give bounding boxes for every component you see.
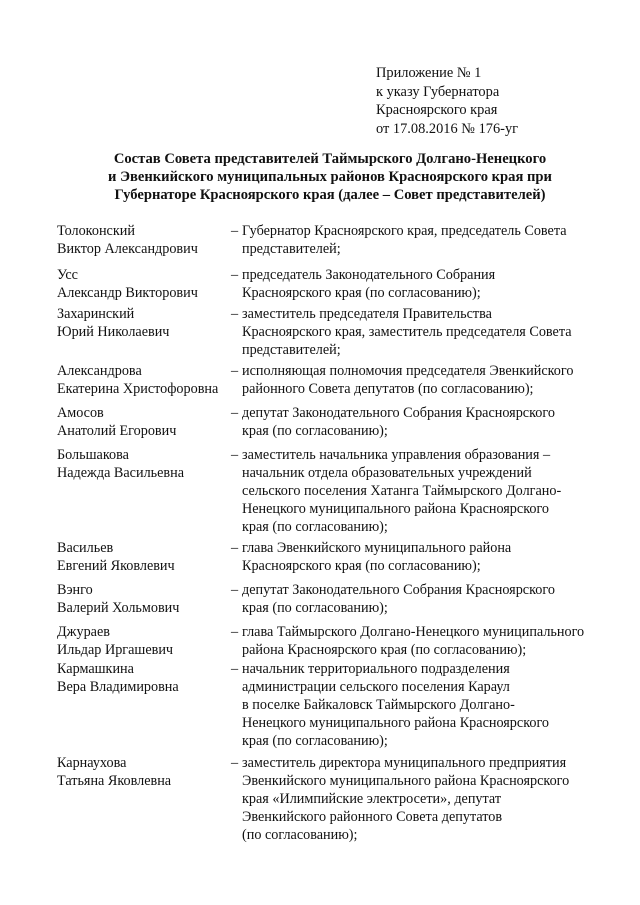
member-name (57, 362, 218, 398)
member-dash: – (231, 447, 239, 463)
member-role (242, 623, 612, 659)
member-role-line: председатель Законодательного Собрания (242, 267, 496, 283)
member-name (57, 404, 176, 440)
member-role-line: края (по согласованию); (242, 600, 388, 616)
member-role-line: представителей; (242, 342, 341, 358)
member-role-line: края (по согласованию); (242, 423, 388, 439)
member-role-line: края «Илимпийские электросети», депутат (242, 791, 502, 807)
member-role (242, 266, 612, 302)
appendix-line: от 17.08.2016 № 176-уг (376, 120, 519, 137)
member-role-line: глава Таймырского Долгано-Ненецкого муниципального (242, 624, 585, 640)
member-surname: Александрова (57, 363, 142, 379)
member-role (242, 754, 612, 844)
member-given-names: Александр Викторович (57, 285, 198, 301)
member-given-names: Татьяна Яковлевна (57, 773, 172, 789)
member-role-line: начальник отдела образовательных учреждений (242, 465, 532, 481)
member-role-line: районного Совета депутатов (по согласованию); (242, 381, 534, 397)
member-role-line: Эвенкийского муниципального района Красноярского (242, 773, 570, 789)
member-surname: Усс (57, 267, 78, 283)
member-role-line: района Красноярского края (по согласованию); (242, 642, 527, 658)
member-role-line: Губернатор Красноярского края, председатель Совета (242, 223, 567, 239)
member-name (57, 581, 179, 617)
member-role-line: Красноярского края (по согласованию); (242, 558, 481, 574)
member-given-names: Надежда Васильевна (57, 465, 185, 481)
member-role-line: заместитель председателя Правительства (242, 306, 492, 322)
member-role (242, 362, 612, 398)
member-role-line: депутат Законодательного Собрания Красноярского (242, 582, 555, 598)
member-name (57, 222, 198, 258)
member-role-line: депутат Законодательного Собрания Красноярского (242, 405, 555, 421)
member-given-names: Юрий Николаевич (57, 324, 170, 340)
title-line: Состав Совета представителей Таймырского Долгано-Ненецкого (113, 151, 547, 167)
member-role-line: Ненецкого муниципального района Красноярского (242, 715, 550, 731)
member-role (242, 446, 612, 536)
member-role (242, 305, 612, 359)
member-given-names: Валерий Хольмович (57, 600, 180, 616)
title-line: Губернаторе Красноярского края (далее – Совет представителей) (114, 187, 546, 203)
member-dash: – (231, 363, 239, 379)
member-surname: Кармашкина (57, 661, 134, 677)
member-given-names: Вера Владимировна (57, 679, 179, 695)
member-dash: – (231, 624, 239, 640)
appendix-line: к указу Губернатора (376, 83, 500, 100)
member-role (242, 539, 612, 575)
member-role-line: сельского поселения Хатанга Таймырского Долгано- (242, 483, 562, 499)
member-given-names: Екатерина Христофоровна (57, 381, 219, 397)
member-name (57, 539, 175, 575)
title-line: и Эвенкийского муниципальных районов Красноярского края при (108, 169, 552, 185)
member-role (242, 581, 612, 617)
member-role-line: Красноярского края, заместитель председателя Совета (242, 324, 572, 340)
member-surname: Карнаухова (57, 755, 127, 771)
member-dash: – (231, 661, 239, 677)
member-surname: Джураев (57, 624, 110, 640)
document-title (60, 150, 600, 204)
member-role-line: администрации сельского поселения Караул (242, 679, 510, 695)
appendix-line: Красноярского края (376, 102, 498, 119)
member-dash: – (231, 306, 239, 322)
member-role-line: начальник территориального подразделения (242, 661, 510, 677)
member-role-line: представителей; (242, 241, 341, 257)
member-dash: – (231, 755, 239, 771)
member-given-names: Евгений Яковлевич (57, 558, 175, 574)
member-dash: – (231, 540, 239, 556)
member-role-line: Эвенкийского районного Совета депутатов (242, 809, 503, 825)
member-role-line: заместитель начальника управления образования – (242, 447, 551, 463)
member-dash: – (231, 223, 239, 239)
member-surname: Большакова (57, 447, 129, 463)
member-name (57, 754, 171, 790)
member-name (57, 660, 179, 696)
member-name (57, 446, 184, 482)
member-surname: Васильев (57, 540, 114, 556)
member-dash: – (231, 405, 239, 421)
member-role (242, 404, 612, 440)
member-role-line: заместитель директора муниципального предприятия (242, 755, 567, 771)
member-role-line: Красноярского края (по согласованию); (242, 285, 481, 301)
appendix-line: Приложение № 1 (376, 65, 482, 81)
member-given-names: Виктор Александрович (57, 241, 198, 257)
appendix-block (376, 64, 518, 138)
member-surname: Амосов (57, 405, 104, 421)
member-role (242, 222, 612, 258)
member-surname: Вэнго (57, 582, 93, 598)
member-role-line: Ненецкого муниципального района Красноярского (242, 501, 550, 517)
member-surname: Захаринский (57, 306, 135, 322)
member-dash: – (231, 582, 239, 598)
member-given-names: Анатолий Егорович (57, 423, 177, 439)
member-role-line: глава Эвенкийского муниципального района (242, 540, 512, 556)
member-given-names: Ильдар Иргашевич (57, 642, 174, 658)
member-role (242, 660, 612, 750)
member-surname: Толоконский (57, 223, 135, 239)
member-name (57, 266, 198, 302)
member-role-line: (по согласованию); (242, 827, 358, 843)
member-dash: – (231, 267, 239, 283)
member-name (57, 305, 169, 341)
member-name (57, 623, 173, 659)
member-role-line: края (по согласованию); (242, 519, 388, 535)
member-role-line: края (по согласованию); (242, 733, 388, 749)
member-role-line: в поселке Байкаловск Таймырского Долгано- (242, 697, 515, 713)
member-role-line: исполняющая полномочия председателя Эвенкийского (242, 363, 574, 379)
